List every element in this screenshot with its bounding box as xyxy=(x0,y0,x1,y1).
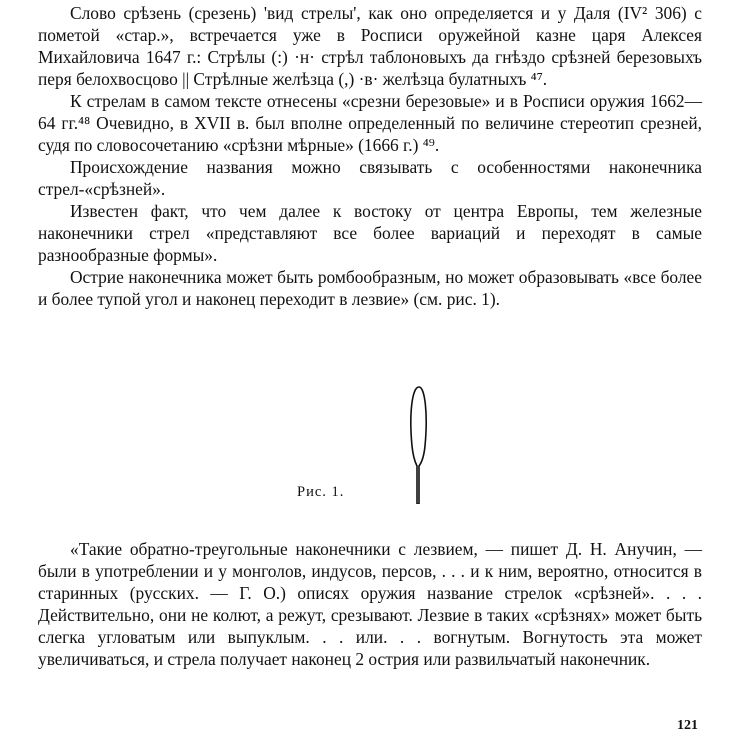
text-block-lower xyxy=(38,538,702,670)
paragraph-east-variations: Известен факт, что чем далее к востоку от центра Европы, тем железные наконечники стрел «представляют все более вариаций и переходят в самые разнообразные формы». xyxy=(38,201,702,265)
page-number: 121 xyxy=(677,718,698,733)
paragraph-tip-shape: Острие наконечника может быть ромбообразным, но может образовывать «все более и более тупой угол и наконец переходит в лезвие» (см. рис. 1). xyxy=(38,267,702,309)
text-block-upper xyxy=(38,2,702,310)
paragraph-srezen-definition: Слово срѣзень (срезень) 'вид стрелы', как оно определяется и у Даля (IV² 306) с пометой «стар.», встречается уже в Росписи оружейной казне царя Алексея Михайловича 1647 г.: Стрѣлы (:) ·н· стрѣл таблоновыхъ да гнѣздо срѣзней березовыхъ перя белохвосцово || Стрѣлные желѣзца (,) ·в· желѣзца булатныхъ ⁴⁷. xyxy=(38,3,702,89)
figure-caption: Рис. 1. xyxy=(297,484,345,500)
paragraph-name-origin: Происхождение названия можно связывать с особенностями наконечника стрел-«срѣзней». xyxy=(38,157,702,199)
paragraph-rospis-1662: К стрелам в самом тексте отнесены «срезни березовые» и в Росписи оружия 1662—64 гг.⁴⁸ Очевидно, в XVII в. был вполне определенный по величине стереотип срезней, судя по словосочетанию «срѣзни мѣрные» (1666 г.) ⁴⁹. xyxy=(38,91,702,155)
paragraph-anuchin-quote: «Такие обратно-треугольные наконечники с лезвием, — пишет Д. Н. Анучин, — были в употреблении и у монголов, индусов, персов, . . . и к ним, вероятно, относится в старинных (русских. — Г. О.) описях оружия название стрелок «срѣзней». . . . Действительно, они не колют, а режут, срезывают. Лезвие в таких «срѣзнях» может быть слегка угловатым или выпуклым. . . или. . . вогнутым. Вогнутость эта может увеличиваться, и стрела получает наконец 2 острия или развильчатый наконечник. xyxy=(38,539,702,669)
arrowhead-figure-icon xyxy=(404,384,434,504)
